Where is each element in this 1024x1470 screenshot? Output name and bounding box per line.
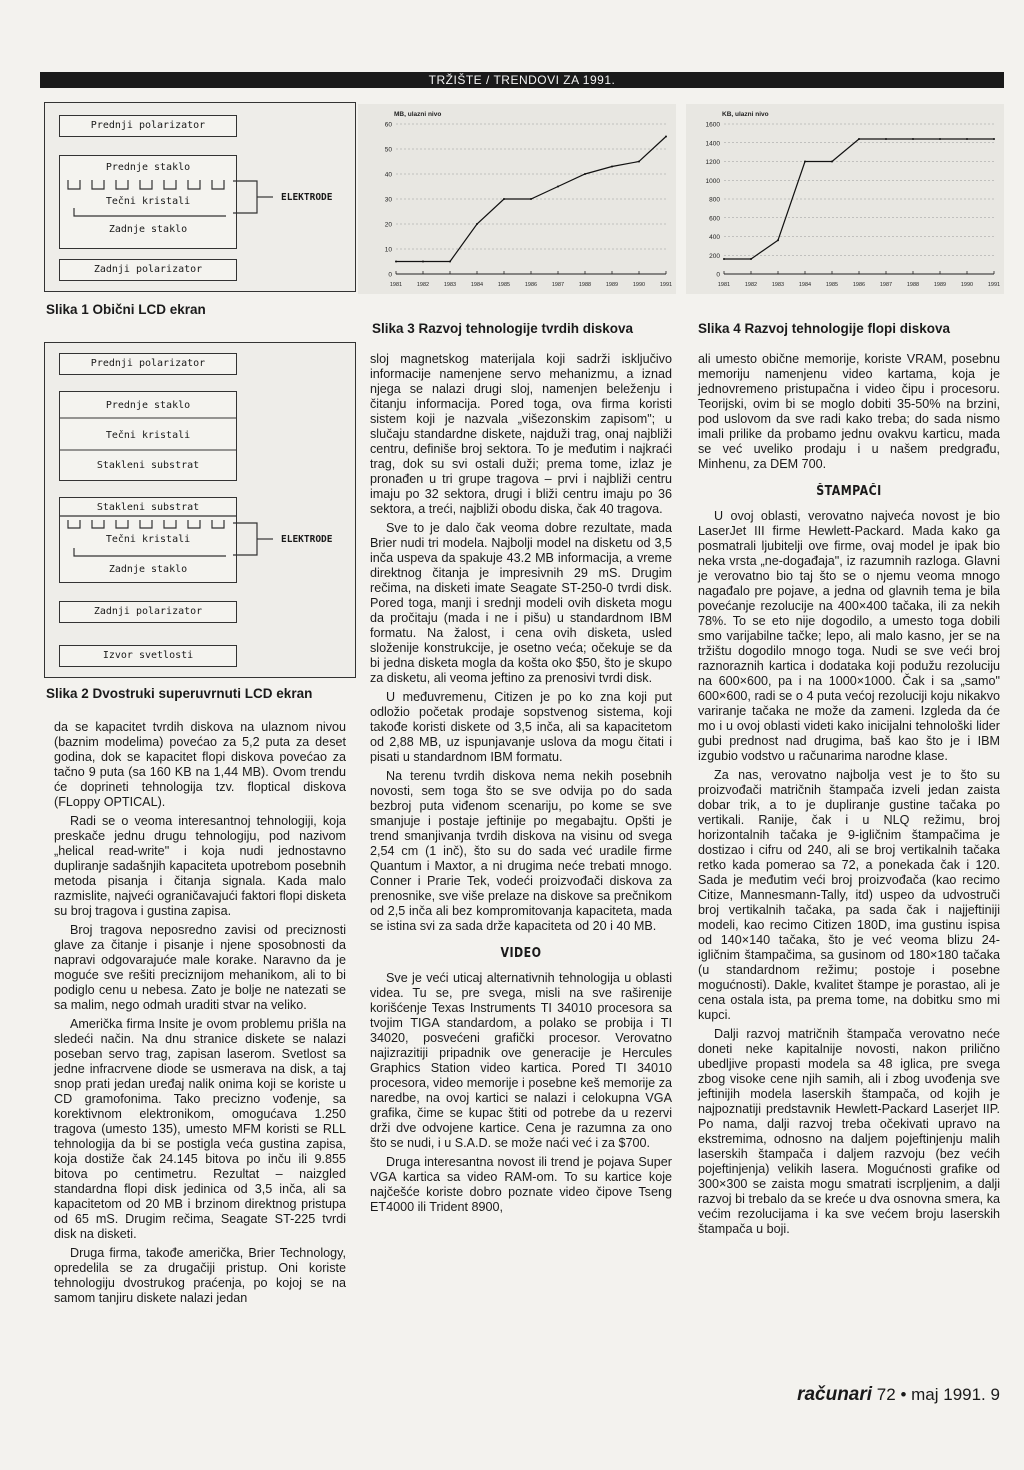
data-point (993, 138, 995, 140)
figure-1-diagram (44, 102, 356, 292)
x-tick-label: 1985 (825, 282, 839, 288)
col2-paragraph: Sve to je dalo čak veoma dobre rezultate, mada Brier nudi tri modela. Najbolji model na disketu od 3,5 inča uspeva da spakuje 43.2 MB informacija, a vreme direktnog čitanja je impresivnih 29 mS. Drugim rečima, na disketi imate Seagate ST-250-0 tvrdi disk. Pored toga, manji i srednji modeli ovih disketa mogu da pročitaju (mada i ne i pišu) u standardnom IBM formatu. Na žalost, i cena ovih disketa, usled složenije konstrukcije, je osetno veća; očekuje se da bi jedna disketa mogla da košta oko $50, što je skupo za disketu, ali veoma jeftino za prenosivi tvrdi disk. (370, 521, 672, 685)
fig2-electrode-label: ELEKTRODE (281, 534, 333, 545)
data-point (611, 166, 613, 168)
y-axis-label: MB, ulazni nivo (394, 111, 442, 118)
fig1-front-polarizer: Prednji polarizator (59, 115, 237, 137)
page-number: 9 (990, 1385, 1000, 1404)
page-footer (797, 1384, 1000, 1406)
data-point (638, 161, 640, 163)
fig1-rear-glass-label: Zadnje staklo (108, 224, 188, 235)
x-tick-label: 1988 (578, 282, 592, 288)
data-point (530, 198, 532, 200)
y-tick-label: 10 (384, 246, 392, 254)
y-tick-label: 1000 (705, 177, 720, 185)
fig2-lower-stack (59, 497, 237, 583)
data-point (503, 198, 505, 200)
y-tick-label: 30 (384, 196, 392, 204)
col2-paragraph: Na terenu tvrdih diskova nema nekih posebnih novosti, sem toga što se sve odvija po do sada bezbroj puta viđenom scenariju, po kome se sve smanjuje i postaje jeftinije po megabajtu. Opšti je trend smanjivanja tvrdih diskova na visinu od svega 2,54 cm (1 inč), što su do sada već uradile firme Quantum i Maxtor, a ni drugima neće trebati mnogo. Conner i Prarie Tek, vodeći proizvođači diskova za prenosnike, sve više prelaze na diskove sa prečnikom od 2,5 inča ali bez kompromitovanja kapaciteta, mada se istina svi za sada drže kapaciteta od 20 i 40 MB. (370, 769, 672, 933)
article-column-1 (54, 720, 346, 1310)
data-point (939, 138, 941, 140)
fig2-liquid-crystal-label-2: Tečni kristali (105, 534, 191, 545)
col3-paragraph: Dalji razvoj matričnih štampača verovatno neće doneti neke kapitalnije novosti, nakon prilično ubedljive propasti modela sa 48 iglica, pre svega zbog visoke cene njih samih, ali i zbog uvođenja sve jeftinijih modela laserskih štampača, od kojih je najpoznatiji predstavnik Hewlett-Packard Laserjet IIP. Po nama, dalji razvoj treba očekivati upravo na ekstremima, odnosno na daljem pojeftinjenju malih laserskih štampača i daljem razvoju (bez većih pojeftinjenja) velikih lasera. Mogućnosti grafike od 300×300 se zaista mogu smatrati iscrpljenim, a dalji razvoj bi trebalo da se kreće u dva osnovna smera, ka većim rezolucijama i ka sve većem broju laserskih štampača u boji. (698, 1027, 1000, 1236)
col3-paragraph: ali umesto obične memorije, koriste VRAM, posebnu memoriju namenjenu video kartama, koja je jednovremeno pristupačna i video čipu i procesoru. Teorijski, ovim bi se moglo dobiti 35-50% na brzini, pod uslovom da sve radi kako treba; do sada nismo imali prilike da probamo jednu ovakvu karticu, mada se već uveliko prodaju i u našem predgrađu, Minhenu, za DEM 700. (698, 352, 1000, 471)
data-point (476, 223, 478, 225)
data-point (858, 138, 860, 140)
footer-bullet: • (900, 1385, 907, 1404)
x-tick-label: 1981 (717, 282, 731, 288)
x-tick-label: 1986 (852, 282, 866, 288)
y-tick-label: 400 (709, 234, 720, 241)
fig1-electrode-label: ELEKTRODE (281, 192, 333, 203)
fig2-upper-stack (59, 391, 237, 481)
fig1-glass-stack (59, 155, 237, 249)
x-tick-label: 1983 (443, 282, 457, 288)
y-tick-label: 40 (384, 171, 392, 179)
fig2-front-polarizer: Prednji polarizator (59, 353, 237, 375)
fig2-light-source: Izvor svetlosti (59, 645, 237, 667)
fig2-liquid-crystal-label-1: Tečni kristali (105, 430, 191, 441)
x-tick-label: 1984 (470, 282, 484, 288)
y-tick-label: 1400 (705, 140, 720, 148)
x-tick-label: 1990 (960, 282, 974, 288)
y-tick-label: 800 (709, 196, 720, 204)
fig2-rear-glass-label: Zadnje staklo (108, 564, 188, 575)
x-tick-label: 1989 (605, 282, 619, 288)
fig1-rear-polarizer: Zadnji polarizator (59, 259, 237, 281)
data-point (885, 138, 887, 140)
col1-paragraph: Radi se o veoma interesantnoj tehnologiji, koja preskače jednu drugu tehnologiju, pod nazivom „helical read-write" i koja nudi jednostavno dupliranje sadašnjih kapaciteta upotrebom posebnih metoda pisanja i čitanja signala. Kada malo razmislite, najveći ograničavajući faktori flopi disketa su broj tragova i gustina zapisa. (54, 814, 346, 918)
col1-paragraph: Američka firma Insite je ovom problemu prišla na sledeći način. Na dnu stranice diskete se nalazi poseban servo trag, zapisan laserom. Svetlost sa jedne infracrvene diode se usmerava na disk, a taj snop prati jedan uređaj nalik onima koji se koriste u CD gramofonima. Tako precizno vođenje, sa korektivnom elektronikom, omogućava 1.250 tragova (umesto 135), umesto MFM koristi se RLL tehnologija da bi se postigla veća gustina zapisa, koja dostiže čak 24.145 bitova po inču ili 9.855 bitova po centimetru. Rezultat – naizgled standardna flopi disk jedinica od 3,5 inča, ali sa kapacitetom od 20 MB i brzinom direktnog pristupa od 65 mS. Drugim rečima, Seagate ST-225 tvrdi disk na disketi. (54, 1017, 346, 1241)
data-point (449, 261, 451, 263)
x-tick-label: 1984 (798, 282, 812, 288)
fig1-front-glass-label: Prednje staklo (105, 162, 191, 173)
y-tick-label: 0 (716, 271, 720, 279)
x-tick-label: 1982 (744, 282, 758, 288)
y-tick-label: 600 (709, 215, 720, 223)
data-point (557, 186, 559, 188)
fig2-rear-polarizer: Zadnji polarizator (59, 601, 237, 623)
figure-3-caption: Slika 3 Razvoj tehnologije tvrdih diskova (372, 321, 634, 336)
col2-paragraph: Druga interesantna novost ili trend je pojava Super VGA kartica sa video RAM-om. To su kartice koje najčešće koriste dobro poznate video čipove Tseng ET4000 ili Trident 8900, (370, 1155, 672, 1214)
figure-2-caption: Slika 2 Dvostruki superuvrnuti LCD ekran (46, 686, 313, 701)
x-tick-label: 1981 (389, 282, 403, 288)
x-tick-label: 1982 (416, 282, 430, 288)
data-point (831, 161, 833, 163)
fig2-lower-lines (60, 498, 236, 582)
chart-3-svg (358, 104, 676, 294)
y-tick-label: 200 (709, 252, 720, 260)
data-point (804, 161, 806, 163)
issue-number: 72 (876, 1385, 896, 1404)
fig2-electrode-lines (225, 515, 335, 575)
chart-4-svg (686, 104, 1004, 294)
figure-4-caption: Slika 4 Razvoj tehnologije flopi diskova (698, 321, 951, 336)
magazine-brand: računari (797, 1384, 873, 1405)
x-tick-label: 1986 (524, 282, 538, 288)
figure-2-diagram (44, 342, 356, 678)
y-tick-label: 0 (388, 271, 392, 279)
chart-floppy-disk-trend (686, 104, 1004, 294)
data-point (777, 239, 779, 241)
col1-paragraph: Broj tragova neposredno zavisi od preciznosti glave za čitanje i pisanje i njene sposobnosti da napravi odgovarajuće male korake. Naravno da je moguće sve rešiti preciznijom mehanikom, ali to bi podiglo cenu u nebesa. Zato je bolje ne natezati se sa malim, nego odmah uraditi stvar na veliko. (54, 923, 346, 1012)
fig2-upper-lines (60, 392, 236, 480)
y-tick-label: 50 (384, 146, 392, 154)
y-tick-label: 20 (384, 221, 392, 229)
y-tick-label: 1200 (705, 159, 720, 166)
fig1-cell-lines (60, 156, 236, 248)
x-tick-label: 1990 (632, 282, 646, 288)
issue-date: maj 1991. (911, 1385, 986, 1404)
fig1-liquid-crystal-label: Tečni kristali (105, 196, 191, 207)
article-column-2 (370, 352, 672, 1219)
x-tick-label: 1987 (879, 282, 893, 288)
x-tick-label: 1987 (551, 282, 565, 288)
col1-paragraph: da se kapacitet tvrdih diskova na ulaznom nivou (baznim modelima) povećao za 5,2 puta za deset godina, dok se kapacitet flopi diskova povećao za tačno 9 puta (sa 160 KB na 1,44 MB). Ovom trendu će doprineti tehnologija tzv. floptical diskova (FLoppy OPTICAL). (54, 720, 346, 809)
x-tick-label: 1985 (497, 282, 511, 288)
col2-paragraph: sloj magnetskog materijala koji sadrži isključivo informacije namenjene servo mehanizmu, a iznad njega se nalazi drugi sloj, namenjen beleženju i čitanju informacija. Pored toga, ova firma koristi sistem koji je nazvala „višezonskim zapisom"; u slučaju standardne diskete, najduži trag, onaj najbliži centru, definiše broj sektora. To je međutim i najkraći trag, dok su svi ostali duži; prema tome, izlaz je pronađen u tri grupe tragova – prvi i najbliži centru imaju po 32 sektora, drugi i bliži centru imaju po 36 sektora, a treći, najbliži obodu diska, čak 40 tragova. (370, 352, 672, 516)
data-point (665, 136, 667, 138)
y-tick-label: 1600 (705, 121, 720, 129)
y-axis-label: KB, ulazni nivo (722, 111, 769, 118)
section-heading-printers: ŠTAMPAČI (816, 484, 882, 499)
col3-paragraph: U ovoj oblasti, verovatno najveća novost je bio LaserJet III firme Hewlett-Packard. Mada kako ga posmatrali ljubitelji ove firme, ovaj model je ipak bio neka vrsta „ne-događaja", iz razumnih razloga. Glavni je verovatno bio taj što se o njemu veoma mnogo nagađalo pre pojave, a jedna od glavnih tema je bila povećanje rezolucije na 400×400 tačaka, ili za nekih 78%. To se eto nije dogodilo, a umesto toga dobili smo varijabilne tačke; lepo, ali malo kasno, jer se na tržištu dogodilo mnogo toga. Nudi se sve veći broj raznoraznih kartica i dodataka koji podužu rezoluciju na 600×600, pa i na 1000×1000. Čak i sa „samo" 600×600, radi se o 4 puta većoj rezoluciji koju nikakvo variranje tačaka ne može da zameni. Izgleda da će mo i u ovoj oblasti videti kako inicijalni tehnološki lider gubi prednost nad drugima, baš kao što je i IBM izgubio vodstvo u računarima narodne klase. (698, 509, 1000, 763)
chart-hard-disk-trend (358, 104, 676, 294)
data-point (422, 261, 424, 263)
data-point (723, 258, 725, 260)
col3-paragraph: Za nas, verovatno najbolja vest je to što su proizvođači matričnih štampača izveli jedan zaista dobar trik, a to je dupliranje gustine tačaka po vertikali. Ranije, čak i u NLQ režimu, broj horizontalnih tačaka je 9-igličnim štampačima je dostizao i cifru od 240, ali se broj vertikalnih tačaka retko kada pomerao sa 72, a ponekada čak i 120. Sada je međutim veći broj proizvođača (kao recimo Citize, Mannesmann-Tally, itd) uspeo da udvostruči broj vertikalnih tačaka, pa sada čak i najjeftiniji modeli, kao recimo Citizen 180D, ima gustinu ispisa od 140×140 tačaka, što je već veoma blizu 24-igličnim štampačima, sa gusinom od 180×180 tačaka (u standardnom režimu; postoje i posebne mogućnosti). Dakle, kvalitet štampe je porastao, ali je cena ostala ista, pa prema tome, na dobitku smo mi kupci. (698, 768, 1000, 1022)
y-tick-label: 60 (384, 121, 392, 129)
section-heading-video: VIDEO (500, 946, 542, 961)
data-point (966, 138, 968, 140)
fig2-glass-substrate-label-2: Stakleni substrat (96, 502, 200, 513)
article-column-3 (698, 352, 1000, 1241)
section-header-bar: TRŽIŠTE / TRENDOVI ZA 1991. (40, 72, 1004, 88)
x-tick-label: 1989 (933, 282, 947, 288)
x-tick-label: 1988 (906, 282, 920, 288)
data-point (750, 258, 752, 260)
x-tick-label: 1991 (987, 282, 1001, 288)
fig2-glass-substrate-label-1: Stakleni substrat (96, 460, 200, 471)
col2-paragraph: Sve je veći uticaj alternativnih tehnologija u oblasti videa. Tu se, pre svega, misli na sve raširenije korišćenje Texas Instruments TI 34010 procesora sa tvojim TIGA standardom, a polako se probija i TI 34020, posvećeni grafički procesor. Verovatno najizrazitiji pripadnik ove generacije je Hercules Graphics Station video kartica. Pored TI 34010 procesora, video memorije i posebne keš memorije za naredbe, na ovoj kartici se nalazi i celokupna VGA grafika, čime se kupac štiti od potrebe da u rezervi drži dve odvojene kartice. Cena je razumna za ono što se nudi, i u S.A.D. se može naći već i za $700. (370, 971, 672, 1150)
col1-paragraph: Druga firma, takođe američka, Brier Technology, opredelila se za drugačiji pristup. Oni koriste tehnologiju dvostrukog praćenja, po kojoj se na samom tanjiru diskete nalazi jedan (54, 1246, 346, 1305)
fig1-electrode-lines (225, 173, 335, 233)
x-tick-label: 1991 (659, 282, 673, 288)
col2-paragraph: U međuvremenu, Citizen je po ko zna koji put odložio početak prodaje sopstvenog sistema, koji takođe koristi diskete od 3,5 inča, ali sa kapacitetom od 2,88 MB, uz ispunjavanje uslova da mogu čitati i pisati u standardnom IBM formatu. (370, 690, 672, 764)
data-point (395, 261, 397, 263)
x-tick-label: 1983 (771, 282, 785, 288)
figure-1-caption: Slika 1 Obični LCD ekran (46, 302, 206, 317)
data-point (584, 173, 586, 175)
data-point (912, 138, 914, 140)
fig2-front-glass-label: Prednje staklo (105, 400, 191, 411)
